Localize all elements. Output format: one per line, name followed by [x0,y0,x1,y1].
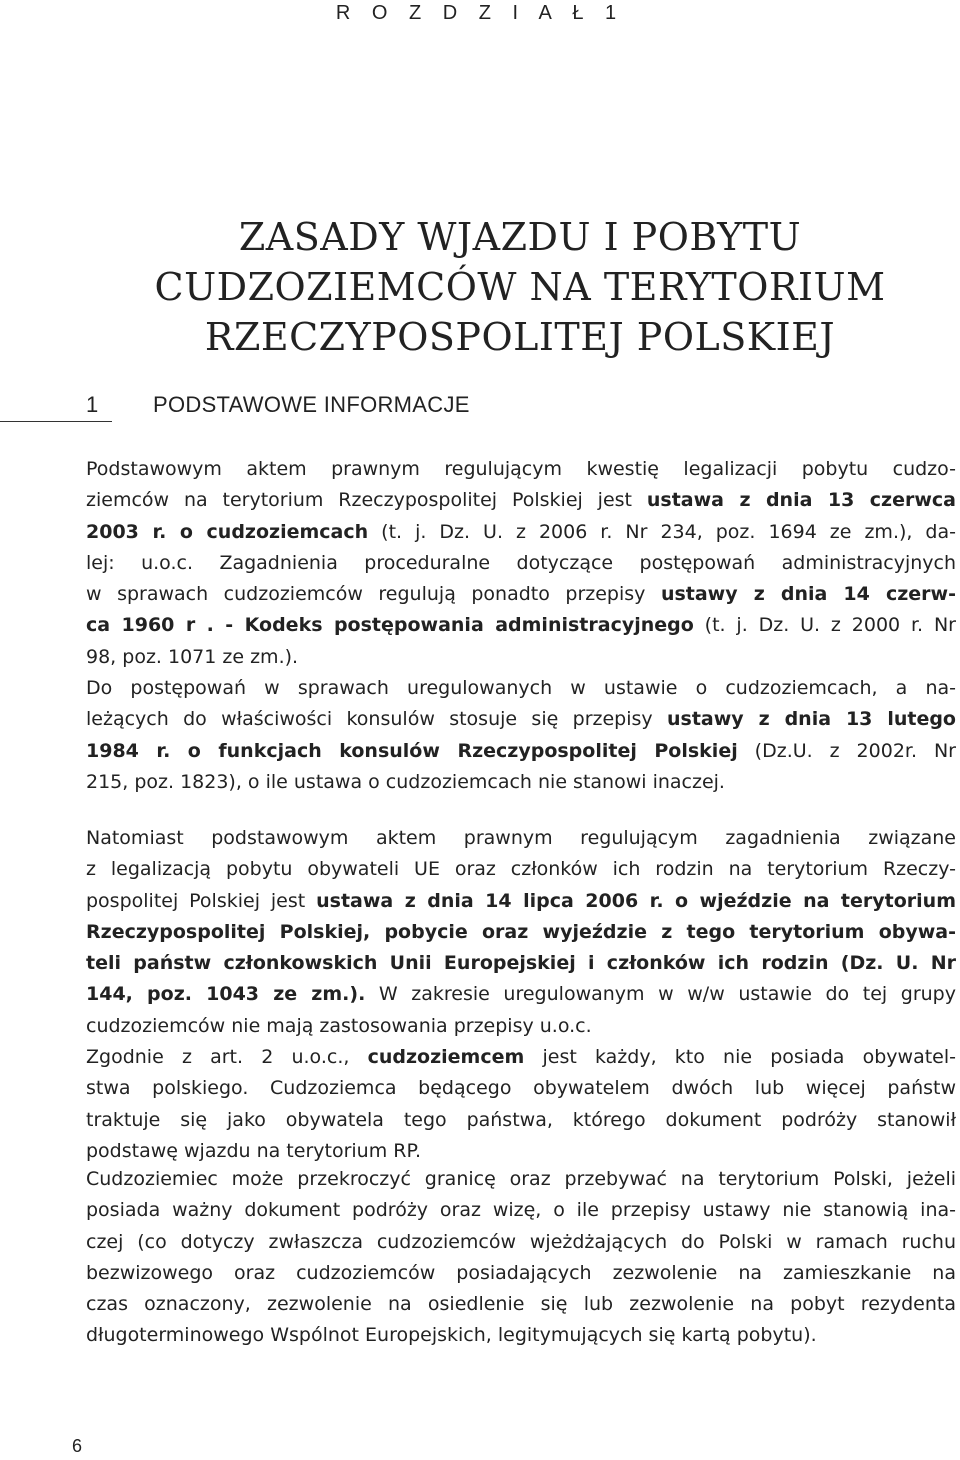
section-title: PODSTAWOWE INFORMACJE [153,392,470,417]
section-divider [0,421,112,422]
page-number: 6 [72,1436,83,1456]
legal-act-reference: 1984 r. o funkcjach konsulów Rzeczypospolitej Polskiej [86,739,738,762]
text-line: Cudzoziemiec może przekroczyć granicę oraz przebywać na terytorium Polski, jeżeli [86,1168,956,1190]
text-line: Zgodnie z art. 2 u.o.c., cudzoziemcem jest każdy, kto nie posiada obywatel- [86,1046,956,1069]
defined-term: cudzoziemcem [367,1046,525,1069]
text-line: ca 1960 r . - Kodeks postępowania administracyjnego (t. j. Dz. U. z 2000 r. Nr [86,614,956,637]
text-line: 1984 r. o funkcjach konsulów Rzeczypospolitej Polskiej (Dz.U. z 2002r. Nr [86,739,956,762]
chapter-label: R O Z D Z I A Ł 1 [335,2,625,24]
text-line: pospolitej Polskiej jest ustawa z dnia 14 lipca 2006 r. o wjeździe na terytorium [86,889,956,912]
chapter-title-line: CUDZOZIEMCÓW NA TERYTORIUM [154,265,886,309]
text-line [86,948,956,979]
text-line: cudzoziemców nie mają zastosowania przepisy u.o.c. [86,1014,592,1037]
text-line: w sprawach cudzoziemców regulują ponadto przepisy ustawy z dnia 14 czerw- [86,583,956,606]
text-line: ziemców na terytorium Rzeczypospolitej Polskiej jest ustawa z dnia 13 czerwca [86,489,956,512]
text-line: 98, poz. 1071 ze zm.). [86,645,299,668]
paragraph-border-crossing [86,1164,956,1352]
text-line [86,917,956,948]
text-line: Natomiast podstawowym aktem prawnym regulującym zagadnienia związane [86,827,956,849]
text-line: 144, poz. 1043 ze zm.). W zakresie uregulowanym w w/w ustawie do tej grupy [86,983,956,1006]
text-line: bezwizowego oraz cudzoziemców posiadających zezwolenie na zamieszkanie na [86,1261,956,1284]
text-line: 215, poz. 1823), o ile ustawa o cudzoziemcach nie stanowi inaczej. [86,770,725,793]
legal-act-reference: ustawa z dnia 14 lipca 2006 r. o wjeździe na terytorium [316,889,956,912]
text-line: Podstawowym aktem prawnym regulującym kwestię legalizacji pobytu cudzo- [86,458,956,480]
legal-act-reference: ustawa z dnia 13 czerwca [646,489,956,512]
text-line: 2003 r. o cudzoziemcach (t. j. Dz. U. z 2006 r. Nr 234, poz. 1694 ze zm.), da- [86,520,956,543]
text-line: podstawę wjazdu na terytorium RP. [86,1139,421,1162]
legal-act-reference: ustawy z dnia 13 lutego [667,708,956,731]
text-line: leżących do właściwości konsulów stosuje się przepisy ustawy z dnia 13 lutego [86,708,956,731]
text-line: traktuje się jako obywatela tego państwa, którego dokument podróży stanowił [86,1108,956,1131]
text-line: czej (co dotyczy zwłaszcza cudzoziemców wjeżdżających do Polski w ramach ruchu [86,1230,956,1253]
chapter-title-line: ZASADY WJAZDU I POBYTU [238,215,802,259]
legal-act-reference: 2003 r. o cudzoziemcach [86,520,369,543]
chapter-title [0,212,960,362]
paragraph-eu-citizens [86,823,956,1167]
paragraph-legal-basis [86,454,956,798]
section-number: 1 [86,392,99,417]
legal-act-reference: ustawy z dnia 14 czerw- [660,583,956,606]
legal-act-reference: ca 1960 r . - Kodeks postępowania administracyjnego [86,614,694,637]
text-line: stwa polskiego. Cudzoziemca będącego obywatelem dwóch lub więcej państw [86,1077,956,1100]
legal-act-reference: teli państw członkowskich Unii Europejskiej i członków ich rodzin (Dz. U. Nr [86,952,956,975]
text-line: lej: u.o.c. Zagadnienia proceduralne dotyczące postępowań administracyjnych [86,551,956,574]
text-line: długoterminowego Wspólnot Europejskich, legitymujących się kartą pobytu). [86,1324,817,1347]
text-line: z legalizacją pobytu obywateli UE oraz członków ich rodzin na terytorium Rzeczy- [86,858,956,881]
text-line: czas oznaczony, zezwolenie na osiedlenie się lub zezwolenie na pobyt rezydenta [86,1293,956,1316]
legal-act-reference: 144, poz. 1043 ze zm.). [86,983,366,1006]
legal-act-reference: Rzeczypospolitej Polskiej, pobycie oraz wyjeździe z tego terytorium obywa- [86,920,956,943]
text-line: Do postępowań w sprawach uregulowanych w ustawie o cudzoziemcach, a na- [86,677,956,700]
text-line: posiada ważny dokument podróży oraz wizę, o ile przepisy ustawy nie stanowią ina- [86,1199,956,1222]
chapter-title-line: RZECZYPOSPOLITEJ POLSKIEJ [204,315,836,359]
